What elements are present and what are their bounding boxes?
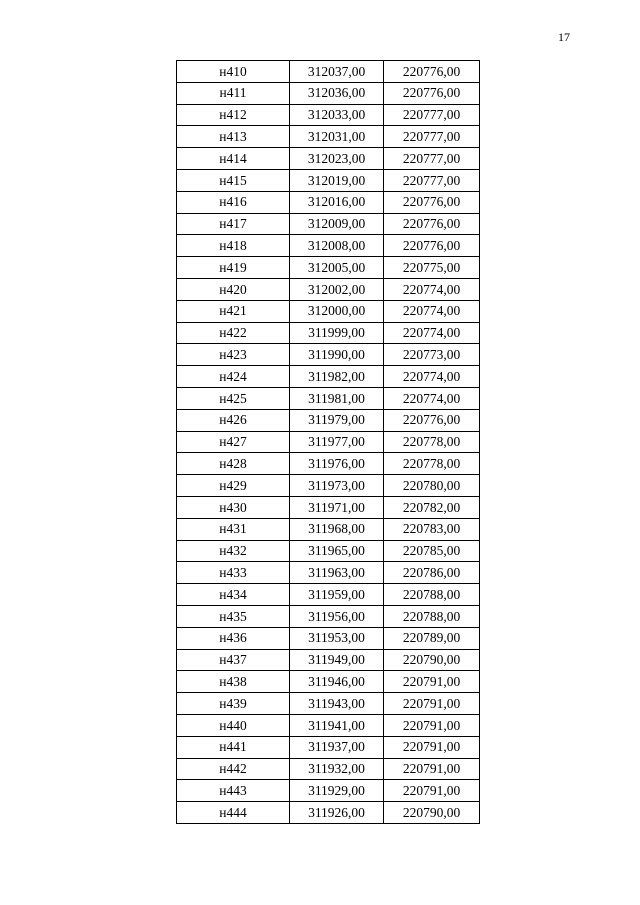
table-row <box>177 518 480 540</box>
table-row <box>177 605 480 627</box>
x-coordinate-cell: 312009,00 <box>290 213 384 235</box>
table-row <box>177 649 480 671</box>
x-coordinate-cell: 311926,00 <box>290 802 384 824</box>
point-id-cell: н425 <box>177 387 290 409</box>
x-coordinate-cell: 312000,00 <box>290 300 384 322</box>
y-coordinate-cell: 220783,00 <box>384 518 480 540</box>
point-id-cell: н413 <box>177 126 290 148</box>
table-row <box>177 671 480 693</box>
y-coordinate-cell: 220788,00 <box>384 584 480 606</box>
y-coordinate-cell: 220790,00 <box>384 802 480 824</box>
point-id-cell: н426 <box>177 409 290 431</box>
y-coordinate-cell: 220791,00 <box>384 671 480 693</box>
table-row <box>177 714 480 736</box>
table-row <box>177 213 480 235</box>
y-coordinate-cell: 220774,00 <box>384 322 480 344</box>
y-coordinate-cell: 220782,00 <box>384 496 480 518</box>
x-coordinate-cell: 311979,00 <box>290 409 384 431</box>
y-coordinate-cell: 220785,00 <box>384 540 480 562</box>
y-coordinate-cell: 220776,00 <box>384 235 480 257</box>
point-id-cell: н443 <box>177 780 290 802</box>
table-row <box>177 627 480 649</box>
x-coordinate-cell: 311982,00 <box>290 366 384 388</box>
x-coordinate-cell: 312033,00 <box>290 104 384 126</box>
y-coordinate-cell: 220791,00 <box>384 693 480 715</box>
point-id-cell: н418 <box>177 235 290 257</box>
coordinates-table <box>176 60 480 824</box>
page-number: 17 <box>558 30 570 44</box>
point-id-cell: н436 <box>177 627 290 649</box>
x-coordinate-cell: 312019,00 <box>290 169 384 191</box>
x-coordinate-cell: 311990,00 <box>290 344 384 366</box>
table-row <box>177 235 480 257</box>
table-row <box>177 278 480 300</box>
x-coordinate-cell: 311968,00 <box>290 518 384 540</box>
x-coordinate-cell: 311976,00 <box>290 453 384 475</box>
table-row <box>177 540 480 562</box>
y-coordinate-cell: 220791,00 <box>384 758 480 780</box>
table-row <box>177 322 480 344</box>
x-coordinate-cell: 311977,00 <box>290 431 384 453</box>
table-row <box>177 496 480 518</box>
table-row <box>177 387 480 409</box>
x-coordinate-cell: 312037,00 <box>290 61 384 83</box>
table-row <box>177 736 480 758</box>
table-row <box>177 780 480 802</box>
point-id-cell: н440 <box>177 714 290 736</box>
table-row <box>177 802 480 824</box>
table-row <box>177 453 480 475</box>
point-id-cell: н411 <box>177 82 290 104</box>
x-coordinate-cell: 311971,00 <box>290 496 384 518</box>
table-row <box>177 61 480 83</box>
point-id-cell: н433 <box>177 562 290 584</box>
x-coordinate-cell: 311953,00 <box>290 627 384 649</box>
y-coordinate-cell: 220774,00 <box>384 387 480 409</box>
point-id-cell: н424 <box>177 366 290 388</box>
y-coordinate-cell: 220774,00 <box>384 300 480 322</box>
x-coordinate-cell: 311946,00 <box>290 671 384 693</box>
y-coordinate-cell: 220773,00 <box>384 344 480 366</box>
x-coordinate-cell: 312036,00 <box>290 82 384 104</box>
point-id-cell: н420 <box>177 278 290 300</box>
point-id-cell: н430 <box>177 496 290 518</box>
y-coordinate-cell: 220776,00 <box>384 191 480 213</box>
x-coordinate-cell: 311929,00 <box>290 780 384 802</box>
table-row <box>177 562 480 584</box>
point-id-cell: н414 <box>177 148 290 170</box>
y-coordinate-cell: 220778,00 <box>384 431 480 453</box>
point-id-cell: н428 <box>177 453 290 475</box>
y-coordinate-cell: 220776,00 <box>384 213 480 235</box>
table-row <box>177 431 480 453</box>
x-coordinate-cell: 311965,00 <box>290 540 384 562</box>
table-row <box>177 126 480 148</box>
x-coordinate-cell: 312005,00 <box>290 257 384 279</box>
point-id-cell: н444 <box>177 802 290 824</box>
x-coordinate-cell: 312002,00 <box>290 278 384 300</box>
x-coordinate-cell: 311941,00 <box>290 714 384 736</box>
x-coordinate-cell: 312008,00 <box>290 235 384 257</box>
x-coordinate-cell: 311963,00 <box>290 562 384 584</box>
point-id-cell: н434 <box>177 584 290 606</box>
x-coordinate-cell: 311999,00 <box>290 322 384 344</box>
x-coordinate-cell: 311973,00 <box>290 475 384 497</box>
y-coordinate-cell: 220774,00 <box>384 366 480 388</box>
y-coordinate-cell: 220776,00 <box>384 82 480 104</box>
point-id-cell: н435 <box>177 605 290 627</box>
table-row <box>177 257 480 279</box>
y-coordinate-cell: 220777,00 <box>384 104 480 126</box>
y-coordinate-cell: 220791,00 <box>384 736 480 758</box>
y-coordinate-cell: 220780,00 <box>384 475 480 497</box>
coordinates-table-body <box>177 61 480 824</box>
point-id-cell: н421 <box>177 300 290 322</box>
x-coordinate-cell: 311943,00 <box>290 693 384 715</box>
table-row <box>177 191 480 213</box>
point-id-cell: н417 <box>177 213 290 235</box>
point-id-cell: н437 <box>177 649 290 671</box>
x-coordinate-cell: 311949,00 <box>290 649 384 671</box>
y-coordinate-cell: 220776,00 <box>384 61 480 83</box>
point-id-cell: н410 <box>177 61 290 83</box>
y-coordinate-cell: 220777,00 <box>384 169 480 191</box>
y-coordinate-cell: 220777,00 <box>384 126 480 148</box>
x-coordinate-cell: 312031,00 <box>290 126 384 148</box>
x-coordinate-cell: 312016,00 <box>290 191 384 213</box>
point-id-cell: н429 <box>177 475 290 497</box>
point-id-cell: н431 <box>177 518 290 540</box>
table-row <box>177 148 480 170</box>
point-id-cell: н427 <box>177 431 290 453</box>
point-id-cell: н422 <box>177 322 290 344</box>
table-row <box>177 344 480 366</box>
point-id-cell: н415 <box>177 169 290 191</box>
point-id-cell: н442 <box>177 758 290 780</box>
table-row <box>177 409 480 431</box>
x-coordinate-cell: 311959,00 <box>290 584 384 606</box>
point-id-cell: н412 <box>177 104 290 126</box>
x-coordinate-cell: 311932,00 <box>290 758 384 780</box>
table-row <box>177 693 480 715</box>
point-id-cell: н419 <box>177 257 290 279</box>
x-coordinate-cell: 311981,00 <box>290 387 384 409</box>
y-coordinate-cell: 220777,00 <box>384 148 480 170</box>
point-id-cell: н438 <box>177 671 290 693</box>
table-row <box>177 104 480 126</box>
y-coordinate-cell: 220789,00 <box>384 627 480 649</box>
table-row <box>177 300 480 322</box>
y-coordinate-cell: 220776,00 <box>384 409 480 431</box>
y-coordinate-cell: 220788,00 <box>384 605 480 627</box>
y-coordinate-cell: 220790,00 <box>384 649 480 671</box>
table-row <box>177 584 480 606</box>
table-row <box>177 475 480 497</box>
x-coordinate-cell: 311937,00 <box>290 736 384 758</box>
point-id-cell: н423 <box>177 344 290 366</box>
table-row <box>177 366 480 388</box>
y-coordinate-cell: 220775,00 <box>384 257 480 279</box>
point-id-cell: н432 <box>177 540 290 562</box>
y-coordinate-cell: 220791,00 <box>384 780 480 802</box>
y-coordinate-cell: 220791,00 <box>384 714 480 736</box>
table-row <box>177 82 480 104</box>
x-coordinate-cell: 312023,00 <box>290 148 384 170</box>
y-coordinate-cell: 220786,00 <box>384 562 480 584</box>
table-row <box>177 758 480 780</box>
point-id-cell: н439 <box>177 693 290 715</box>
y-coordinate-cell: 220778,00 <box>384 453 480 475</box>
point-id-cell: н441 <box>177 736 290 758</box>
y-coordinate-cell: 220774,00 <box>384 278 480 300</box>
table-row <box>177 169 480 191</box>
point-id-cell: н416 <box>177 191 290 213</box>
x-coordinate-cell: 311956,00 <box>290 605 384 627</box>
